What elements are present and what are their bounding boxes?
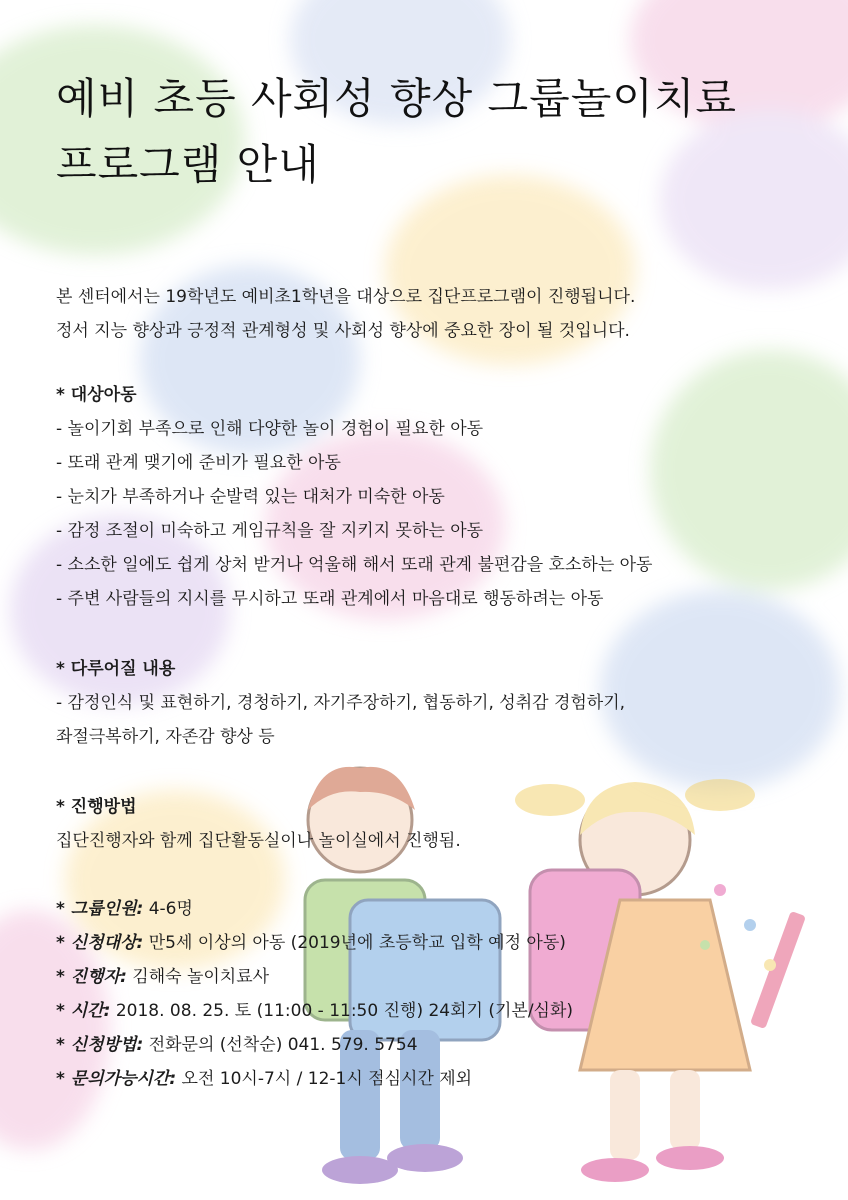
detail-schedule [56, 994, 816, 1028]
detail-label: * 신청방법: [56, 1035, 144, 1055]
title-line-2: 프로그램 안내 [56, 140, 320, 189]
detail-application-method [56, 1028, 816, 1062]
method-heading: * 진행방법 [56, 797, 137, 817]
method-section [56, 790, 816, 858]
detail-label: * 그룹인원: [56, 899, 144, 919]
detail-group-size [56, 892, 816, 926]
program-contents-line: 좌절극복하기, 자존감 향상 등 [56, 727, 275, 747]
program-contents-section [56, 652, 816, 754]
intro-line: 정서 지능 향상과 긍정적 관계형성 및 사회성 향상에 중요한 장이 될 것입니다. [56, 321, 630, 341]
target-children-heading: * 대상아동 [56, 385, 137, 405]
detail-label: * 진행자: [56, 967, 127, 987]
method-text: 집단진행자와 함께 집단활동실이나 놀이실에서 진행됨. [56, 831, 461, 851]
detail-label: * 신청대상: [56, 933, 144, 953]
detail-label: * 시간: [56, 1001, 111, 1021]
detail-value: 김해숙 놀이치료사 [132, 967, 270, 987]
target-item: - 눈치가 부족하거나 순발력 있는 대처가 미숙한 아동 [56, 487, 445, 507]
detail-value: 오전 10시-7시 / 12-1시 점심시간 제외 [181, 1069, 473, 1089]
page-title [56, 66, 816, 198]
target-children-section [56, 378, 816, 616]
detail-value: 만5세 이상의 아동 (2019년에 초등학교 입학 예정 아동) [148, 933, 566, 953]
program-contents-line: - 감정인식 및 표현하기, 경청하기, 자기주장하기, 협동하기, 성취감 경험하기, [56, 693, 626, 713]
target-item: - 놀이기회 부족으로 인해 다양한 놀이 경험이 필요한 아동 [56, 419, 484, 439]
detail-eligibility [56, 926, 816, 960]
program-contents-heading: * 다루어질 내용 [56, 659, 176, 679]
target-item: - 감정 조절이 미숙하고 게임규칙을 잘 지키지 못하는 아동 [56, 521, 484, 541]
detail-value: 2018. 08. 25. 토 (11:00 - 11:50 진행) 24회기 (기본/심화) [115, 1001, 574, 1021]
target-item: - 주변 사람들의 지시를 무시하고 또래 관계에서 마음대로 행동하려는 아동 [56, 589, 604, 609]
detail-value: 전화문의 (선착순) 041. 579. 5754 [148, 1035, 418, 1055]
detail-facilitator [56, 960, 816, 994]
details-section [56, 892, 816, 1096]
target-item: - 또래 관계 맺기에 준비가 필요한 아동 [56, 453, 341, 473]
detail-inquiry-hours [56, 1062, 816, 1096]
intro-line: 본 센터에서는 19학년도 예비초1학년을 대상으로 집단프로그램이 진행됩니다. [56, 287, 636, 307]
detail-label: * 문의가능시간: [56, 1069, 177, 1089]
target-item: - 소소한 일에도 쉽게 상처 받거나 억울해 해서 또래 관계 불편감을 호소하는 아동 [56, 555, 653, 575]
title-line-1: 예비 초등 사회성 향상 그룹놀이치료 [56, 74, 737, 123]
detail-value: 4-6명 [148, 899, 193, 919]
intro-paragraph [56, 280, 816, 348]
